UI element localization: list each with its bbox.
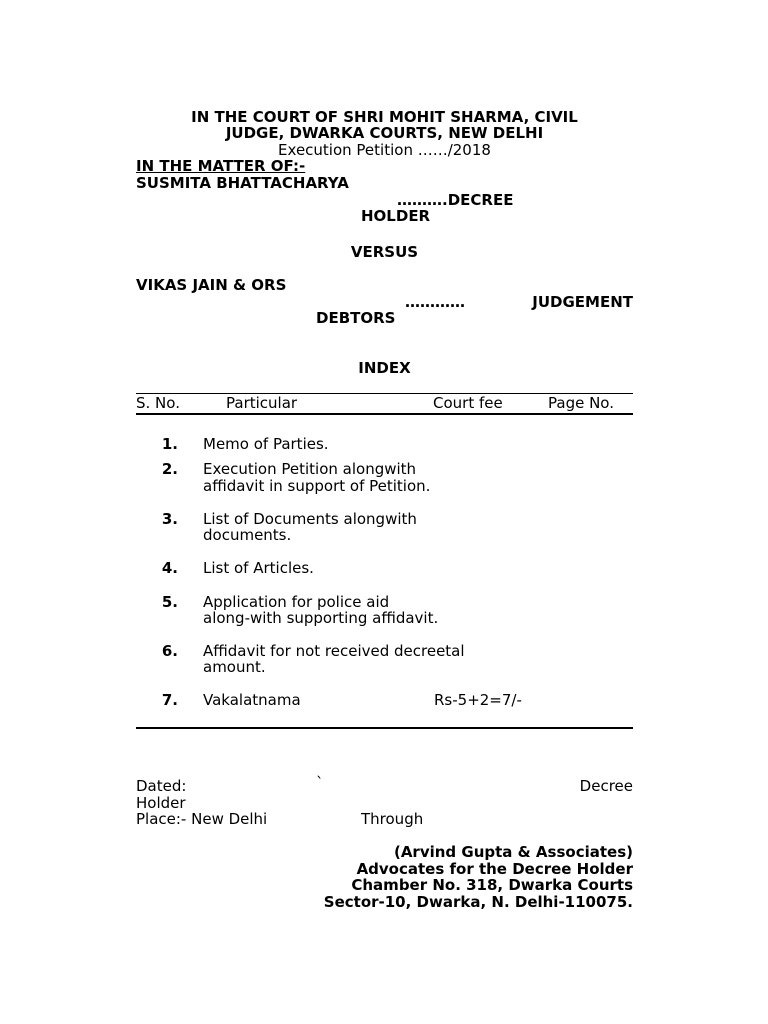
advocate-address: Sector-10, Dwarka, N. Delhi-110075. — [323, 893, 633, 911]
row-number: 5. — [161, 593, 178, 611]
column-header-sno: S. No. — [136, 394, 180, 412]
advocate-firm: (Arvind Gupta & Associates) — [393, 843, 633, 861]
row-particular: Execution Petition alongwith — [203, 460, 417, 478]
row-number: 4. — [161, 559, 178, 577]
row-particular-cont: along-with supporting affidavit. — [203, 609, 439, 627]
row-particular: Affidavit for not received decreetal — [203, 642, 465, 660]
matter-label: IN THE MATTER OF:- — [136, 157, 306, 175]
court-heading-line1: IN THE COURT OF SHRI MOHIT SHARMA, CIVIL — [191, 108, 578, 126]
through-label: Through — [361, 810, 424, 828]
row-particular: Vakalatnama — [203, 691, 301, 709]
debtor-name: VIKAS JAIN & ORS — [136, 276, 287, 294]
row-number: 3. — [161, 510, 178, 528]
decree-holder-role: ……….DECREE — [397, 191, 514, 209]
case-number: Execution Petition ……/2018 — [278, 141, 491, 159]
dated-label: Dated: — [136, 777, 187, 795]
row-particular: Application for police aid — [203, 593, 390, 611]
place-label: Place:- New Delhi — [136, 810, 268, 828]
advocate-role: Advocates for the Decree Holder — [356, 860, 633, 878]
row-number: 7. — [161, 691, 178, 709]
row-particular: Memo of Parties. — [203, 435, 329, 453]
column-header-page-no: Page No. — [548, 394, 614, 412]
debtor-dots: ………… — [405, 293, 465, 311]
debtor-role-cont: DEBTORS — [316, 309, 396, 327]
court-heading-line2: JUDGE, DWARKA COURTS, NEW DELHI — [225, 124, 544, 142]
row-number: 1. — [161, 435, 178, 453]
stray-backtick: ` — [316, 774, 324, 792]
row-particular-cont: documents. — [203, 526, 292, 544]
decree-holder-name: SUSMITA BHATTACHARYA — [136, 174, 349, 192]
index-bottom-rule — [136, 727, 633, 729]
row-number: 2. — [161, 460, 178, 478]
row-particular: List of Documents alongwith — [203, 510, 417, 528]
row-particular: List of Articles. — [203, 559, 314, 577]
advocate-chamber: Chamber No. 318, Dwarka Courts — [351, 876, 633, 894]
decree-label: Decree — [579, 777, 633, 795]
column-header-particular: Particular — [226, 394, 298, 412]
debtor-role: JUDGEMENT — [532, 293, 633, 311]
row-particular-cont: affidavit in support of Petition. — [203, 477, 431, 495]
index-title: INDEX — [358, 359, 411, 377]
holder-label: Holder — [136, 794, 186, 812]
index-header-bottom-rule — [136, 413, 633, 415]
decree-holder-role-cont: HOLDER — [361, 207, 431, 225]
row-number: 6. — [161, 642, 178, 660]
column-header-court-fee: Court fee — [433, 394, 503, 412]
row-particular-cont: amount. — [203, 658, 266, 676]
versus-label: VERSUS — [350, 243, 419, 261]
row-court-fee: Rs-5+2=7/- — [434, 691, 522, 709]
